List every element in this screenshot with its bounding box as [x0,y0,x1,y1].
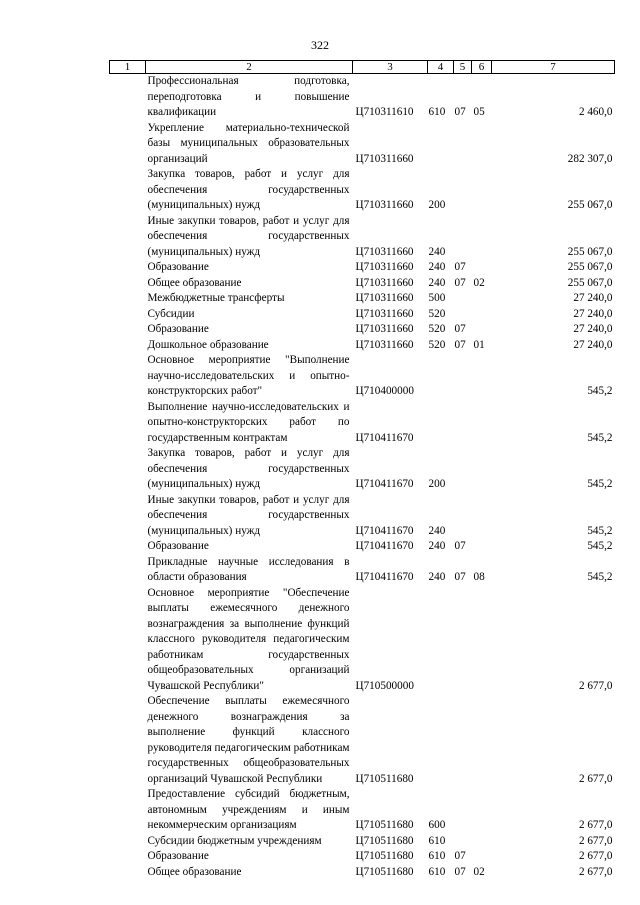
row-section: 07 [454,106,466,118]
row-spacer [110,539,146,555]
row-subsection [472,539,492,555]
row-spacer [110,555,146,586]
row-amount: 2 677,0 [578,865,613,878]
row-spacer [110,400,146,447]
row-name: Выполнение научно-исследовательских и опытно-конструкторских работ по государственным контрактам [147,400,350,444]
row-spacer [110,167,146,214]
row-amount: 27 240,0 [573,292,613,304]
row-spacer [110,493,146,540]
row-expense-type: 240 [428,540,446,552]
row-subsection [472,446,492,493]
row-section: 07 [454,276,466,289]
row-name: Основное мероприятие "Выполнение научно-исследовательских и опытно-конструкторских работ" [147,354,350,397]
row-code: Ц710411670 [355,478,414,490]
row-expense-type: 610 [428,850,446,862]
row-code: Ц710311660 [355,152,414,165]
table-row [110,493,615,540]
table-row [110,849,615,865]
row-expense-type: 610 [428,834,446,847]
row-amount: 2 677,0 [578,772,613,785]
table-row [110,167,615,214]
row-expense-type [428,121,454,168]
row-subsection [472,400,492,447]
row-expense-type [428,400,454,447]
row-section: 07 [454,571,466,583]
row-amount: 545,2 [587,571,613,583]
row-name: Иные закупки товаров, работ и услуг для обеспечения государственных (муниципальных) нужд [147,214,350,258]
table-row [110,787,615,834]
row-code: Ц710511680 [355,772,414,785]
row-spacer [110,849,146,865]
row-section [454,446,472,493]
row-subsection [472,121,492,168]
row-spacer [110,276,146,292]
row-expense-type [428,694,454,787]
row-code: Ц710500000 [355,679,414,692]
row-expense-type: 200 [428,199,446,211]
row-name: Прикладные научные исследования в области образования [147,555,350,583]
row-code: Ц710311660 [355,338,414,351]
row-amount: 2 677,0 [578,834,613,847]
row-amount: 27 240,0 [573,323,613,335]
row-section [454,586,472,695]
row-section [454,214,472,261]
row-name: Укрепление материально-технической базы муниципальных образовательных организаций [147,121,350,165]
row-spacer [110,322,146,338]
row-expense-type: 240 [428,524,446,537]
table-row [110,400,615,447]
table-row [110,555,615,586]
row-amount: 255 067,0 [567,276,613,289]
table-row [110,539,615,555]
row-expense-type: 240 [428,276,446,289]
row-section [454,493,472,540]
row-code: Ц710411670 [355,431,414,444]
row-expense-type: 600 [428,819,446,831]
row-code: Ц710511680 [355,834,414,847]
row-section: 07 [454,865,466,878]
row-code: Ц710311660 [355,307,414,320]
row-subsection [472,586,492,695]
table-row [110,865,615,881]
budget-table [109,60,615,880]
row-name: Общее образование [147,276,242,289]
row-amount: 545,2 [587,524,613,537]
row-subsection: 08 [473,571,485,583]
row-spacer [110,307,146,323]
row-name: Образование [147,540,209,552]
row-subsection: 02 [473,276,485,289]
row-code: Ц710311660 [355,323,414,335]
row-expense-type: 520 [428,338,446,351]
row-section: 07 [454,261,466,273]
row-spacer [110,865,146,881]
table-row [110,586,615,695]
row-spacer [110,834,146,850]
column-header: 6 [472,61,492,74]
row-name: Межбюджетные трансферты [147,292,285,304]
row-spacer [110,694,146,787]
row-section [454,400,472,447]
row-amount: 545,2 [587,431,613,444]
table-row [110,694,615,787]
row-section [454,291,472,307]
row-section [454,787,472,834]
row-name: Закупка товаров, работ и услуг для обеспечения государственных (муниципальных) нужд [147,447,350,490]
row-spacer [110,338,146,354]
row-name: Субсидии бюджетным учреждениям [147,834,322,847]
row-amount: 2 460,0 [578,106,613,118]
column-header: 4 [428,61,454,74]
row-code: Ц710400000 [355,385,414,397]
row-subsection [472,849,492,865]
table-row [110,322,615,338]
row-expense-type: 240 [428,245,446,258]
table-row [110,834,615,850]
row-name: Основное мероприятие "Обеспечение выплаты ежемесячного денежного вознаграждения за выполнение функций классного руководителя педагогическим работникам государственных общеобразовательных организаций Чувашской Республики" [147,586,350,692]
row-code: Ц710511680 [355,850,414,862]
row-section [454,307,472,323]
row-name: Закупка товаров, работ и услуг для обеспечения государственных (муниципальных) нужд [147,168,350,211]
row-expense-type: 240 [428,571,446,583]
row-expense-type: 500 [428,292,446,304]
row-amount: 255 067,0 [567,261,613,273]
table-row [110,291,615,307]
row-code: Ц710511680 [355,865,414,878]
row-subsection [472,260,492,276]
row-subsection [472,167,492,214]
row-amount: 2 677,0 [578,850,613,862]
row-subsection [472,834,492,850]
row-name: Образование [147,850,209,862]
row-expense-type: 240 [428,261,446,273]
row-subsection [472,322,492,338]
row-expense-type: 520 [428,323,446,335]
row-subsection: 02 [473,865,485,878]
row-expense-type [428,586,454,695]
row-subsection [472,493,492,540]
row-section: 07 [454,338,466,351]
row-code: Ц710311660 [355,261,414,273]
row-section: 07 [454,850,466,862]
row-code: Ц710411670 [355,540,414,552]
row-code: Ц710311610 [355,106,414,118]
table-row [110,307,615,323]
row-code: Ц710411670 [355,571,414,583]
row-subsection [472,694,492,787]
row-section: 07 [454,540,466,552]
row-amount: 255 067,0 [567,199,613,211]
row-expense-type: 610 [428,865,446,878]
table-row [110,338,615,354]
row-section [454,167,472,214]
page-number: 322 [311,38,329,52]
row-amount: 2 677,0 [578,679,613,692]
row-spacer [110,214,146,261]
row-spacer [110,121,146,168]
row-amount: 545,2 [587,385,613,397]
row-spacer [110,446,146,493]
row-subsection: 01 [473,338,485,351]
row-amount: 545,2 [587,478,613,490]
row-name: Профессиональная подготовка, переподготовка и повышение квалификации [147,75,350,118]
row-subsection [472,214,492,261]
column-header: 7 [492,61,615,74]
row-spacer [110,260,146,276]
row-code: Ц710311660 [355,276,414,289]
table-row [110,260,615,276]
row-name: Предоставление субсидий бюджетным, автономным учреждениям и иным некоммерческим организациям [147,788,350,831]
row-section [454,834,472,850]
column-header: 2 [146,61,353,74]
row-code: Ц710311660 [355,245,414,258]
row-code: Ц710311660 [355,199,414,211]
table-row [110,353,615,400]
row-code: Ц710411670 [355,524,414,537]
row-spacer [110,291,146,307]
row-name: Образование [147,323,209,335]
row-section: 07 [454,323,466,335]
row-code: Ц710311660 [355,292,414,304]
table-row [110,214,615,261]
table-row [110,446,615,493]
row-code: Ц710511680 [355,819,414,831]
row-subsection [472,353,492,400]
table-row [110,276,615,292]
row-expense-type: 520 [428,307,446,320]
row-spacer [110,586,146,695]
row-subsection [472,291,492,307]
row-amount: 282 307,0 [567,152,613,165]
row-subsection [472,307,492,323]
row-amount: 545,2 [587,540,613,552]
row-expense-type [428,353,454,400]
column-header: 1 [110,61,146,74]
row-name: Образование [147,261,209,273]
row-amount: 255 067,0 [567,245,613,258]
row-name: Иные закупки товаров, работ и услуг для обеспечения государственных (муниципальных) нужд [147,493,350,537]
row-expense-type: 200 [428,478,446,490]
row-name: Обеспечение выплаты ежемесячного денежного вознаграждения за выполнение функций классного руководителя педагогическим работникам государственных общеобразовательных организаций Чувашской Республики [147,695,350,785]
table-row [110,74,615,121]
row-amount: 27 240,0 [573,338,613,351]
table-row [110,121,615,168]
row-spacer [110,353,146,400]
row-name: Общее образование [147,865,242,878]
column-header: 5 [454,61,472,74]
row-name: Субсидии [147,307,195,320]
column-header: 3 [353,61,428,74]
row-section [454,121,472,168]
row-subsection [472,787,492,834]
row-amount: 27 240,0 [573,307,613,320]
row-section [454,353,472,400]
row-name: Дошкольное образование [147,338,269,351]
row-spacer [110,787,146,834]
column-number-row [110,61,615,74]
row-subsection: 05 [473,106,485,118]
row-section [454,694,472,787]
row-amount: 2 677,0 [578,819,613,831]
row-expense-type: 610 [428,106,446,118]
row-spacer [110,74,146,121]
